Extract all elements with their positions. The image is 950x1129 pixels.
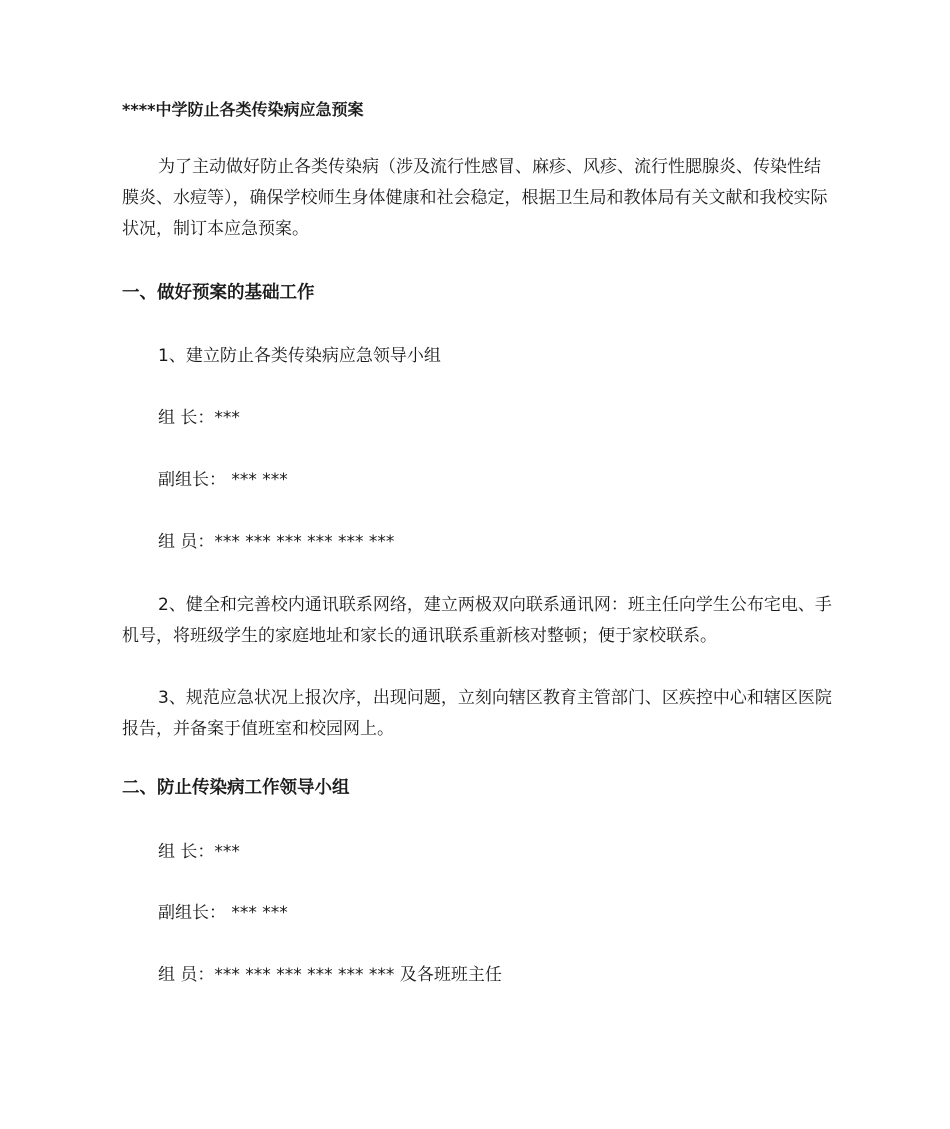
document-title: ****中学防止各类传染病应急预案 (122, 100, 364, 119)
section2-members: 组 员：*** *** *** *** *** *** 及各班班主任 (158, 965, 502, 985)
section1-leader: 组 长：*** (158, 408, 240, 428)
section2-deputy: 副组长： *** *** (158, 903, 288, 923)
section1-item3: 3、规范应急状况上报次序，出现问题，立刻向辖区教育主管部门、区疾控中心和辖区医院报告，并备案于值班室和校园网上。 (122, 688, 832, 739)
section1-item1: 1、建立防止各类传染病应急领导小组 (158, 346, 441, 366)
section1-members: 组 员：*** *** *** *** *** *** (158, 532, 395, 552)
intro-paragraph: 为了主动做好防止各类传染病（涉及流行性感冒、麻疹、风疹、流行性腮腺炎、传染性结膜炎、水痘等），确保学校师生身体健康和社会稳定，根据卫生局和教体局有关文献和我校实际状况，制订本应急预案。 (122, 157, 828, 239)
section1-deputy: 副组长： *** *** (158, 470, 288, 490)
section1-item2: 2、健全和完善校内通讯联系网络，建立两极双向联系通讯网：班主任向学生公布宅电、手机号，将班级学生的家庭地址和家长的通讯联系重新核对整顿；便于家校联系。 (122, 595, 832, 646)
section1-heading: 一、做好预案的基础工作 (122, 283, 315, 303)
section2-heading: 二、防止传染病工作领导小组 (122, 778, 350, 798)
section2-leader: 组 长：*** (158, 842, 240, 862)
